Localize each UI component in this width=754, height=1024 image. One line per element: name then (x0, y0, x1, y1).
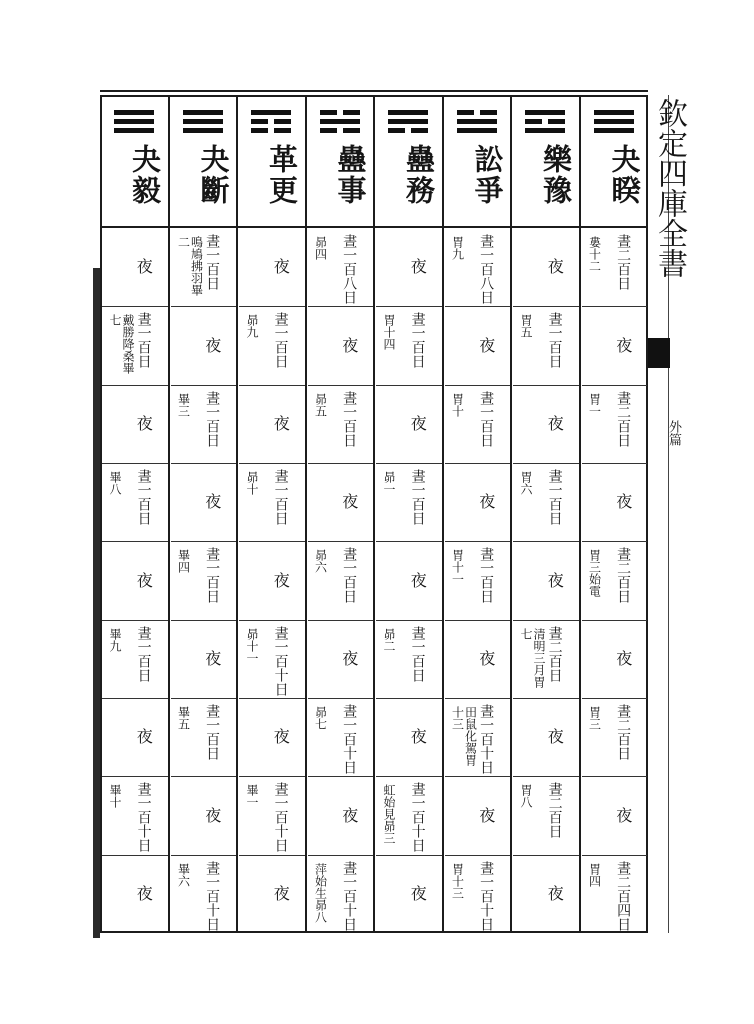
row-divider (308, 306, 374, 307)
row-divider (308, 620, 374, 621)
hexagram-header (374, 110, 440, 222)
day-length-entry: 晝一百十日 (341, 860, 358, 931)
lunar-mansion-entry: 清明三月胃七 (519, 627, 546, 688)
day-length-entry: 晝一百日 (272, 312, 289, 369)
row-divider (445, 698, 511, 699)
night-label: 夜 (476, 649, 496, 666)
row-divider (239, 776, 305, 777)
hexagram-header (443, 110, 509, 222)
margin-side-note: 外篇 (666, 420, 681, 446)
row-divider (582, 306, 648, 307)
lunar-mansion-entry: 田鼠化駕胃十三 (450, 706, 478, 766)
lunar-mansion-entry: 畢八 (108, 471, 122, 495)
lunar-mansion-entry: 昴四 (313, 236, 328, 260)
lunar-mansion-entry: 胃五 (519, 314, 533, 339)
trigram-icon (594, 110, 634, 137)
row-divider (102, 776, 168, 777)
day-length-entry: 晝二百四日 (615, 860, 632, 931)
row-divider (102, 306, 168, 307)
night-label: 夜 (408, 258, 428, 275)
row-divider (239, 541, 305, 542)
day-length-entry: 晝一百十日 (341, 704, 358, 774)
row-divider (582, 541, 648, 542)
trigram-icon (457, 110, 497, 137)
lunar-mansion-entry: 昴六 (313, 549, 328, 574)
night-label: 夜 (339, 336, 359, 353)
day-length-entry: 晝一百日 (546, 312, 563, 369)
lunar-mansion-entry: 昴七 (313, 706, 328, 730)
lunar-mansion-entry: 畢四 (176, 549, 191, 574)
day-length-entry: 晝一百日 (135, 625, 152, 682)
lunar-mansion-entry: 畢十 (108, 784, 122, 809)
day-length-entry: 晝一百十日 (272, 625, 289, 696)
night-label: 夜 (271, 258, 291, 275)
row-divider (445, 541, 511, 542)
hexagram-header (306, 110, 372, 222)
row-divider (445, 306, 511, 307)
row-divider (513, 306, 579, 307)
night-label: 夜 (545, 571, 565, 588)
row-divider (376, 463, 442, 464)
row-divider (102, 541, 168, 542)
lunar-mansion-entry: 畢三 (176, 392, 191, 417)
night-label: 夜 (545, 884, 565, 901)
day-length-entry: 晝一百十日 (409, 782, 426, 853)
night-label: 夜 (613, 336, 633, 353)
night-label: 夜 (613, 806, 633, 823)
trigram-icon (183, 110, 223, 137)
row-divider (308, 855, 374, 856)
row-divider (513, 385, 579, 386)
night-label: 夜 (408, 728, 428, 745)
row-divider (376, 541, 442, 542)
night-label: 夜 (339, 806, 359, 823)
row-divider (513, 620, 579, 621)
hexagram-name: 蠱事 (333, 144, 368, 206)
night-label: 夜 (476, 493, 496, 510)
lunar-mansion-entry: 胃六 (519, 471, 533, 495)
night-label: 夜 (271, 571, 291, 588)
night-label: 夜 (271, 728, 291, 745)
night-label: 夜 (408, 571, 428, 588)
lunar-mansion-entry: 昴二 (382, 627, 396, 652)
row-divider (513, 463, 579, 464)
day-length-entry: 晝一百日 (204, 390, 221, 447)
row-divider (171, 463, 237, 464)
night-label: 夜 (476, 806, 496, 823)
row-divider (171, 306, 237, 307)
row-divider (376, 306, 442, 307)
row-divider (102, 385, 168, 386)
row-divider (445, 620, 511, 621)
day-length-entry: 晝一百日 (341, 390, 358, 447)
day-length-entry: 晝一百八日 (341, 234, 358, 304)
row-divider (445, 385, 511, 386)
day-length-entry: 晝一百十日 (135, 782, 152, 853)
margin-fishtail-mark (648, 338, 670, 368)
row-divider (102, 855, 168, 856)
day-length-entry: 晝一百日 (204, 704, 221, 760)
lunar-mansion-entry: 婁十二 (587, 236, 602, 272)
night-label: 夜 (408, 884, 428, 901)
night-label: 夜 (134, 414, 154, 431)
row-divider (376, 385, 442, 386)
row-divider (239, 855, 305, 856)
night-label: 夜 (134, 728, 154, 745)
row-divider (308, 698, 374, 699)
row-divider (445, 463, 511, 464)
day-length-entry: 晝二百日 (546, 782, 563, 839)
row-divider (513, 698, 579, 699)
lunar-mansion-entry: 鳴鳩拂羽畢二 (176, 236, 204, 296)
lunar-mansion-entry: 昴十一 (245, 627, 259, 664)
night-label: 夜 (271, 414, 291, 431)
night-label: 夜 (545, 728, 565, 745)
hexagram-name: 蠱務 (402, 144, 436, 206)
lunar-mansion-entry: 昴一 (382, 471, 396, 495)
lunar-mansion-entry: 畢五 (176, 706, 191, 730)
hexagram-header (169, 110, 235, 222)
lunar-mansion-entry: 胃四 (587, 862, 602, 887)
day-length-entry: 晝一百日 (135, 312, 152, 369)
margin-title: 欽定四庫全書 (652, 98, 687, 278)
day-length-entry: 晝一百十日 (272, 782, 289, 853)
row-divider (308, 385, 374, 386)
day-length-entry: 晝一百日 (478, 547, 495, 604)
hexagram-name: 夬毅 (128, 144, 162, 206)
night-label: 夜 (271, 884, 291, 901)
row-divider (308, 776, 374, 777)
day-length-entry: 晝一百日 (478, 390, 495, 447)
day-length-entry: 晝二百日 (615, 390, 632, 447)
lunar-mansion-entry: 畢一 (245, 784, 259, 809)
lunar-mansion-entry: 胃十三 (450, 862, 465, 899)
row-divider (376, 855, 442, 856)
lunar-mansion-entry: 昴十 (245, 471, 259, 495)
row-divider (582, 385, 648, 386)
day-length-entry: 晝一百日 (409, 469, 426, 525)
night-label: 夜 (202, 336, 222, 353)
day-length-entry: 晝一百日 (546, 469, 563, 525)
binding-shadow (93, 268, 100, 938)
row-divider (308, 541, 374, 542)
hexagram-header (100, 110, 166, 222)
trigram-icon (388, 110, 428, 137)
night-label: 夜 (613, 649, 633, 666)
row-divider (102, 620, 168, 621)
trigram-icon (525, 110, 565, 137)
day-length-entry: 晝二百日 (546, 625, 563, 682)
row-divider (513, 855, 579, 856)
day-length-entry: 晝一百日 (409, 625, 426, 682)
lunar-mansion-entry: 胃一 (587, 392, 602, 417)
row-divider (171, 385, 237, 386)
lunar-mansion-entry: 萍始生昴八 (313, 862, 328, 923)
lunar-mansion-entry: 胃三始電 (587, 549, 602, 598)
day-length-entry: 晝一百十日 (478, 704, 495, 774)
day-length-entry: 晝一百日 (204, 234, 221, 290)
row-divider (171, 620, 237, 621)
trigram-icon (320, 110, 360, 137)
row-divider (513, 776, 579, 777)
day-length-entry: 晝一百日 (204, 547, 221, 604)
night-label: 夜 (134, 884, 154, 901)
day-length-entry: 晝二百日 (615, 547, 632, 604)
row-divider (239, 463, 305, 464)
night-label: 夜 (476, 336, 496, 353)
row-divider (102, 463, 168, 464)
row-divider (171, 541, 237, 542)
night-label: 夜 (545, 414, 565, 431)
trigram-icon (114, 110, 154, 137)
hexagram-name: 夬睽 (607, 144, 642, 206)
row-divider (376, 620, 442, 621)
hexagram-name: 訟爭 (470, 144, 505, 206)
night-label: 夜 (202, 806, 222, 823)
night-label: 夜 (134, 258, 154, 275)
day-length-entry: 晝一百日 (409, 312, 426, 369)
night-label: 夜 (202, 493, 222, 510)
lunar-mansion-entry: 昴九 (245, 314, 259, 339)
row-divider (582, 698, 648, 699)
top-rule (100, 90, 648, 92)
lunar-mansion-entry: 戴勝降桑畢七 (108, 314, 135, 375)
row-divider (582, 620, 648, 621)
day-length-entry: 晝一百日 (272, 469, 289, 525)
hexagram-name: 夬斷 (196, 144, 231, 206)
night-label: 夜 (613, 493, 633, 510)
row-divider (376, 698, 442, 699)
lunar-mansion-entry: 胃十一 (450, 549, 465, 586)
row-divider (239, 306, 305, 307)
row-divider (445, 855, 511, 856)
row-divider (239, 698, 305, 699)
lunar-mansion-entry: 虹始見昴三 (382, 784, 396, 845)
night-label: 夜 (545, 258, 565, 275)
day-length-entry: 晝一百八日 (478, 234, 495, 304)
hexagram-name: 革更 (265, 144, 299, 206)
row-divider (582, 855, 648, 856)
row-divider (445, 776, 511, 777)
row-divider (239, 620, 305, 621)
row-divider (582, 776, 648, 777)
row-divider (513, 541, 579, 542)
lunar-mansion-entry: 胃十四 (382, 314, 396, 351)
lunar-mansion-entry: 胃八 (519, 784, 533, 809)
night-label: 夜 (408, 414, 428, 431)
night-label: 夜 (339, 649, 359, 666)
row-divider (171, 698, 237, 699)
lunar-mansion-entry: 胃三 (587, 706, 602, 730)
day-length-entry: 晝一百十日 (204, 860, 221, 931)
lunar-mansion-entry: 畢六 (176, 862, 191, 887)
trigram-icon (251, 110, 291, 137)
row-divider (171, 776, 237, 777)
day-length-entry: 晝一百日 (341, 547, 358, 604)
row-divider (239, 385, 305, 386)
row-divider (171, 855, 237, 856)
day-length-entry: 晝二百日 (615, 704, 632, 760)
night-label: 夜 (339, 493, 359, 510)
day-length-entry: 晝一百日 (135, 469, 152, 525)
lunar-mansion-entry: 畢九 (108, 627, 122, 652)
hexagram-header (580, 110, 646, 222)
lunar-mansion-entry: 胃十 (450, 392, 465, 417)
lunar-mansion-entry: 胃九 (450, 236, 465, 260)
hexagram-name: 樂豫 (539, 144, 573, 206)
row-divider (582, 463, 648, 464)
night-label: 夜 (202, 649, 222, 666)
lunar-mansion-entry: 昴五 (313, 392, 328, 417)
row-divider (102, 698, 168, 699)
night-label: 夜 (134, 571, 154, 588)
row-divider (308, 463, 374, 464)
day-length-entry: 晝二百日 (615, 234, 632, 290)
row-divider (376, 776, 442, 777)
hexagram-header (237, 110, 303, 222)
day-length-entry: 晝一百十日 (478, 860, 495, 931)
hexagram-header (511, 110, 577, 222)
